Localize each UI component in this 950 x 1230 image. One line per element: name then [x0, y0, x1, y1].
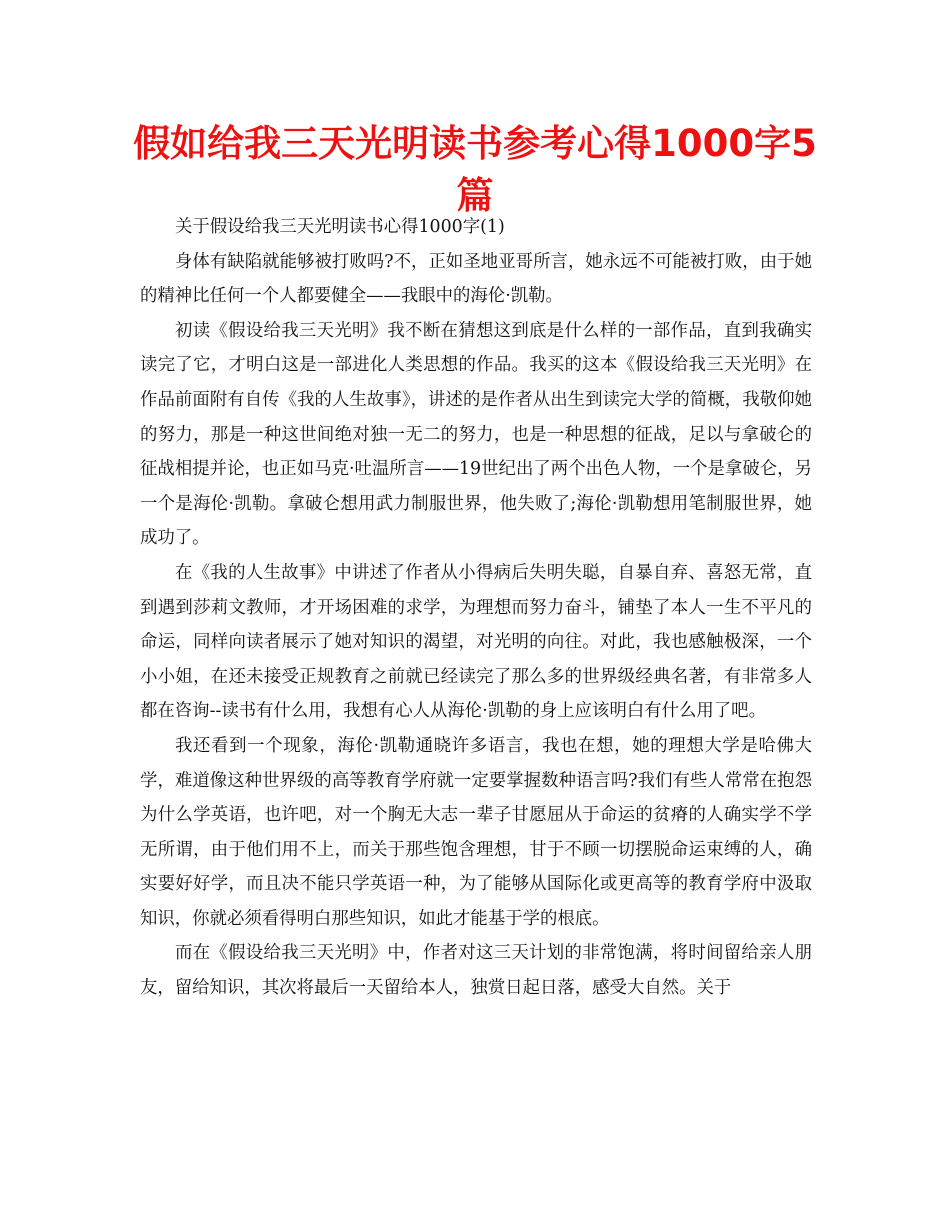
- paragraph: 身体有缺陷就能够被打败吗?不，正如圣地亚哥所言，她永远不可能被打败，由于她的精神比任何一个人都要健全——我眼中的海伦·凯勒。: [140, 251, 812, 307]
- paragraph: 我还看到一个现象，海伦·凯勒通晓许多语言，我也在想，她的理想大学是哈佛大学，难道像这种世界级的高等教育学府就一定要掌握数种语言吗?我们有些人常常在抱怨为什么学英语，也许吧，对一个胸无大志一辈子甘愿屈从于命运的贫瘠的人确实学不学无所谓，由于他们用不上，而关于那些饱含理想，甘于不顾一切摆脱命运束缚的人，确实要好好学，而且决不能只学英语一种，为了能够从国际化或更高等的教育学府中汲取知识，你就必须看得明白那些知识，如此才能基于学的根底。: [140, 735, 812, 929]
- document-body: [140, 210, 812, 1006]
- paragraph: 在《我的人生故事》中讲述了作者从小得病后失明失聪，自暴自弃、喜怒无常，直到遇到莎莉文教师，才开场困难的求学，为理想而努力奋斗，铺垫了本人一生不平凡的命运，同样向读者展示了她对知识的渴望，对光明的向往。对此，我也感触极深，一个小小姐，在还未接受正规教育之前就已经读完了那么多的世界级经典名著，有非常多人都在咨询--读书有什么用，我想有心人从海伦·凯勒的身上应该明白有什么用了吧。: [140, 562, 812, 722]
- document-title: 假如给我三天光明读书参考心得1000字5篇: [133, 122, 817, 217]
- paragraph: 初读《假设给我三天光明》我不断在猜想这到底是什么样的一部作品，直到我确实读完了它，才明白这是一部进化人类思想的作品。我买的这本《假设给我三天光明》在作品前面附有自传《我的人生故事》，讲述的是作者从出生到读完大学的简概，我敬仰她的努力，那是一种这世间绝对独一无二的努力，也是一种思想的征战，足以与拿破仑的征战相提并论，也正如马克·吐温所言——19世纪出了两个出色人物，一个是拿破仑，另一个是海伦·凯勒。拿破仑想用武力制服世界，他失败了;海伦·凯勒想用笔制服世界，她成功了。: [140, 320, 812, 549]
- paragraph: 而在《假设给我三天光明》中，作者对这三天计划的非常饱满，将时间留给亲人朋友，留给知识，其次将最后一天留给本人，独赏日起日落，感受大自然。关于: [140, 943, 812, 999]
- section-heading: 关于假设给我三天光明读书心得1000字(1): [175, 217, 505, 237]
